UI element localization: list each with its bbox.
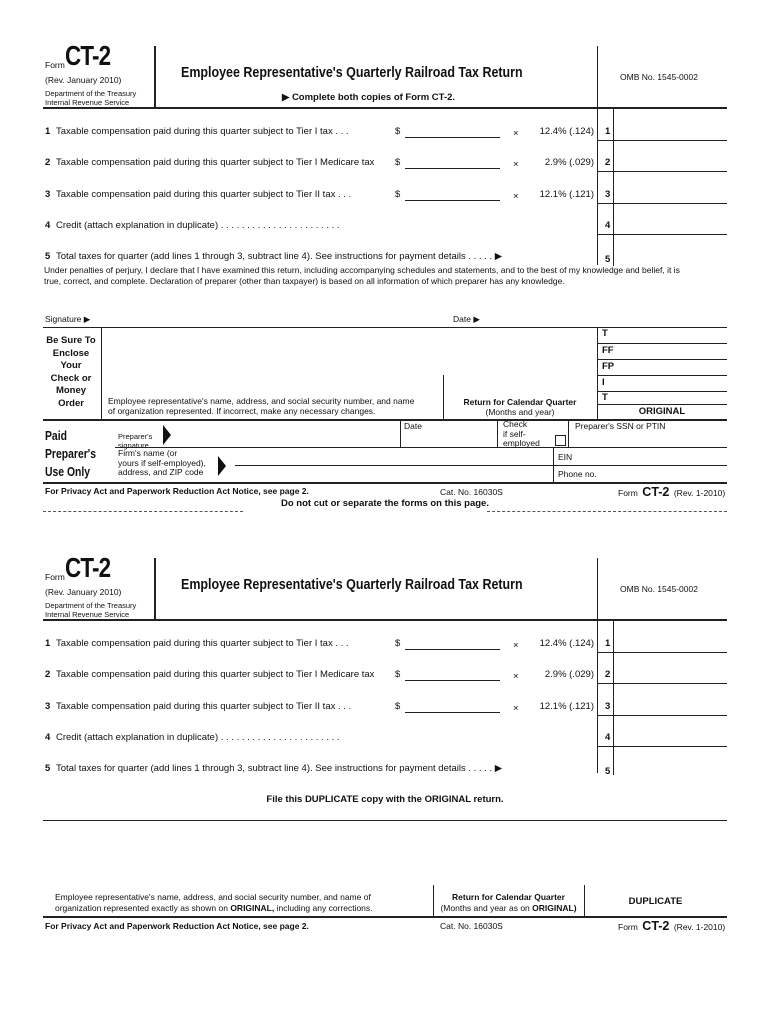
divider [597, 140, 727, 141]
amount-underline [405, 200, 500, 201]
form-title: Employee Representative's Quarterly Railroad Tax Return [181, 65, 523, 81]
multiply-sign: × [513, 128, 519, 139]
form-title: Employee Representative's Quarterly Railroad Tax Return [181, 577, 523, 593]
line-description: Taxable compensation paid during this quarter subject to Tier I tax . . . [56, 126, 349, 137]
tax-rate: 2.9% (.029) [544, 157, 594, 168]
amount-underline [405, 137, 500, 138]
dollar-sign: $ [395, 157, 401, 168]
enclose-check-note: Be Sure To Enclose Your Check or Money Order [46, 335, 96, 409]
form-number: CT-2 [65, 40, 111, 71]
line-2-amount-input[interactable] [614, 154, 727, 170]
line-box-number: 2 [605, 157, 611, 168]
line-box-number: 3 [605, 189, 611, 200]
duplicate-file-notice: File this DUPLICATE copy with the ORIGINAL return. [266, 794, 504, 805]
revision-date: (Rev. January 2010) [45, 75, 122, 85]
duplicate-privacy-notice: For Privacy Act and Paperwork Reduction Act Notice, see page 2. [45, 921, 309, 931]
duplicate-quarter-label: Return for Calendar Quarter [452, 892, 565, 902]
multiply-sign: × [513, 703, 519, 714]
line-number: 5 [45, 763, 51, 774]
line-4-amount-input[interactable] [614, 217, 727, 233]
line-description: Taxable compensation paid during this quarter subject to Tier I Medicare tax [56, 157, 375, 168]
dollar-sign: $ [395, 638, 401, 649]
signature-field[interactable] [115, 300, 445, 324]
preparer-date-label: Date [404, 421, 422, 431]
line-description: Credit (attach explanation in duplicate) . . . . . . . . . . . . . . . . . . . . . . . [56, 220, 340, 231]
omb-number: OMB No. 1545-0002 [620, 72, 698, 82]
arrow-icon [163, 425, 171, 445]
agency: Internal Revenue Service [45, 610, 130, 619]
preparer-signature-label: Preparer's [118, 432, 153, 441]
line-box-number: 3 [605, 701, 611, 712]
line-2-compensation-input[interactable] [405, 666, 500, 680]
line-box-number: 1 [605, 126, 611, 137]
line-box-number: 2 [605, 669, 611, 680]
arrow-icon [218, 456, 226, 476]
self-employed-checkbox[interactable] [555, 435, 566, 446]
line-1-compensation-input[interactable] [405, 123, 500, 137]
tax-rate: 12.1% (.121) [539, 701, 594, 712]
name-address-field[interactable] [105, 330, 440, 390]
line-description: Total taxes for quarter (add lines 1 through 3, subtract line 4). See instructions for payment details . . . . . ▶ [56, 763, 503, 774]
line-box-number: 4 [605, 220, 611, 231]
line-3-amount-input[interactable] [614, 186, 727, 202]
cut-line [487, 511, 727, 512]
cut-notice: Do not cut or separate the forms on this page. [281, 498, 489, 509]
line-number: 2 [45, 157, 51, 168]
line-number: 4 [45, 220, 51, 231]
firm-name-label: Firm's name (or yours if self-employed), address, and ZIP code [118, 448, 206, 477]
line-5-row [43, 760, 727, 780]
duplicate-name-address-label-2: organization represented exactly as shown on ORIGINAL, including any corrections. [55, 903, 373, 913]
line-1-amount-input[interactable] [614, 123, 727, 139]
tax-rate: 2.9% (.029) [544, 669, 594, 680]
calendar-quarter-sub: (Months and year) [485, 407, 555, 417]
divider [597, 746, 727, 747]
line-description: Taxable compensation paid during this quarter subject to Tier II tax . . . [56, 189, 352, 200]
multiply-sign: × [513, 159, 519, 170]
copy-label-duplicate: DUPLICATE [628, 896, 683, 907]
line-box-number: 5 [605, 254, 611, 265]
date-field[interactable] [480, 300, 720, 324]
privacy-notice: For Privacy Act and Paperwork Reduction Act Notice, see page 2. [45, 486, 309, 496]
form-number: CT-2 [65, 552, 111, 583]
duplicate-footer-form-id: Form CT-2 (Rev. 1-2010) [618, 919, 726, 933]
line-3-amount-input[interactable] [614, 698, 727, 714]
divider [154, 558, 156, 620]
line-4-amount-input[interactable] [614, 729, 727, 745]
line-number: 2 [45, 669, 51, 680]
amount-underline [405, 680, 500, 681]
complete-both-copies-note: ▶ Complete both copies of Form CT-2. [282, 92, 456, 103]
calendar-quarter-label: Return for Calendar Quarter [463, 397, 577, 407]
self-employed-label: Check if self- employed [503, 419, 540, 448]
divider [154, 46, 156, 108]
duplicate-name-address-field[interactable] [50, 825, 430, 885]
amount-underline [405, 712, 500, 713]
divider [597, 171, 727, 172]
line-3-compensation-input[interactable] [405, 698, 500, 712]
cut-line [43, 511, 243, 512]
name-address-label-1: Employee representative's name, address, and social security number, and name [108, 396, 415, 406]
line-number: 3 [45, 189, 51, 200]
line-number: 4 [45, 732, 51, 743]
phone-label: Phone no. [558, 469, 597, 479]
line-1-amount-input[interactable] [614, 635, 727, 651]
revision-date: (Rev. January 2010) [45, 587, 122, 597]
line-description: Taxable compensation paid during this quarter subject to Tier II tax . . . [56, 701, 352, 712]
line-number: 1 [45, 638, 51, 649]
footer-form-id: Form CT-2 (Rev. 1-2010) [618, 485, 726, 499]
amount-underline [405, 168, 500, 169]
dollar-sign: $ [395, 189, 401, 200]
dollar-sign: $ [395, 126, 401, 137]
tax-rate: 12.1% (.121) [539, 189, 594, 200]
line-box-number: 1 [605, 638, 611, 649]
department: Department of the Treasury [45, 89, 137, 98]
line-description: Credit (attach explanation in duplicate) . . . . . . . . . . . . . . . . . . . . . . . [56, 732, 340, 743]
line-1-compensation-input[interactable] [405, 635, 500, 649]
omb-number: OMB No. 1545-0002 [620, 584, 698, 594]
divider [597, 652, 727, 653]
line-number: 5 [45, 251, 51, 262]
dollar-sign: $ [395, 701, 401, 712]
department: Department of the Treasury [45, 601, 137, 610]
amount-underline [405, 649, 500, 650]
divider [597, 203, 727, 204]
duplicate-name-address-label-1: Employee representative's name, address, and social security number, and name of [55, 892, 371, 902]
divider [43, 619, 727, 621]
line-description: Taxable compensation paid during this quarter subject to Tier I Medicare tax [56, 669, 375, 680]
form-label: Form [45, 572, 65, 582]
line-2-compensation-input[interactable] [405, 154, 500, 168]
cat-number: Cat. No. 16030S [440, 487, 503, 497]
divider [597, 715, 727, 716]
divider [597, 234, 727, 235]
duplicate-quarter-sub: (Months and year as on ORIGINAL) [440, 903, 577, 913]
line-5-amount-input[interactable] [614, 760, 727, 776]
line-box-number: 4 [605, 732, 611, 743]
duplicate-cat-number: Cat. No. 16030S [440, 921, 503, 931]
agency: Internal Revenue Service [45, 98, 130, 107]
multiply-sign: × [513, 671, 519, 682]
dollar-sign: $ [395, 669, 401, 680]
date-label: Date ▶ [453, 314, 480, 324]
calendar-quarter-field[interactable] [446, 378, 594, 396]
ein-label: EIN [558, 452, 573, 462]
multiply-sign: × [513, 191, 519, 202]
line-box-number: 5 [605, 766, 611, 777]
line-5-amount-input[interactable] [614, 248, 727, 264]
name-address-label-2: of organization represented. If incorrect, make any necessary changes. [108, 406, 376, 416]
preparer-ssn-label: Preparer's SSN or PTIN [575, 421, 666, 431]
line-3-compensation-input[interactable] [405, 186, 500, 200]
divider [597, 683, 727, 684]
line-description: Taxable compensation paid during this quarter subject to Tier I tax . . . [56, 638, 349, 649]
line-description: Total taxes for quarter (add lines 1 through 3, subtract line 4). See instructions for payment details . . . . . ▶ [56, 251, 503, 262]
tax-rate: 12.4% (.124) [539, 638, 594, 649]
multiply-sign: × [513, 640, 519, 651]
line-number: 3 [45, 701, 51, 712]
copy-label-original: ORIGINAL [638, 406, 686, 417]
preparer-signature-field[interactable] [175, 422, 397, 446]
divider [43, 107, 727, 109]
tax-rate: 12.4% (.124) [539, 126, 594, 137]
line-2-amount-input[interactable] [614, 666, 727, 682]
line-number: 1 [45, 126, 51, 137]
form-label: Form [45, 60, 65, 70]
signature-label: Signature ▶ [45, 314, 91, 324]
